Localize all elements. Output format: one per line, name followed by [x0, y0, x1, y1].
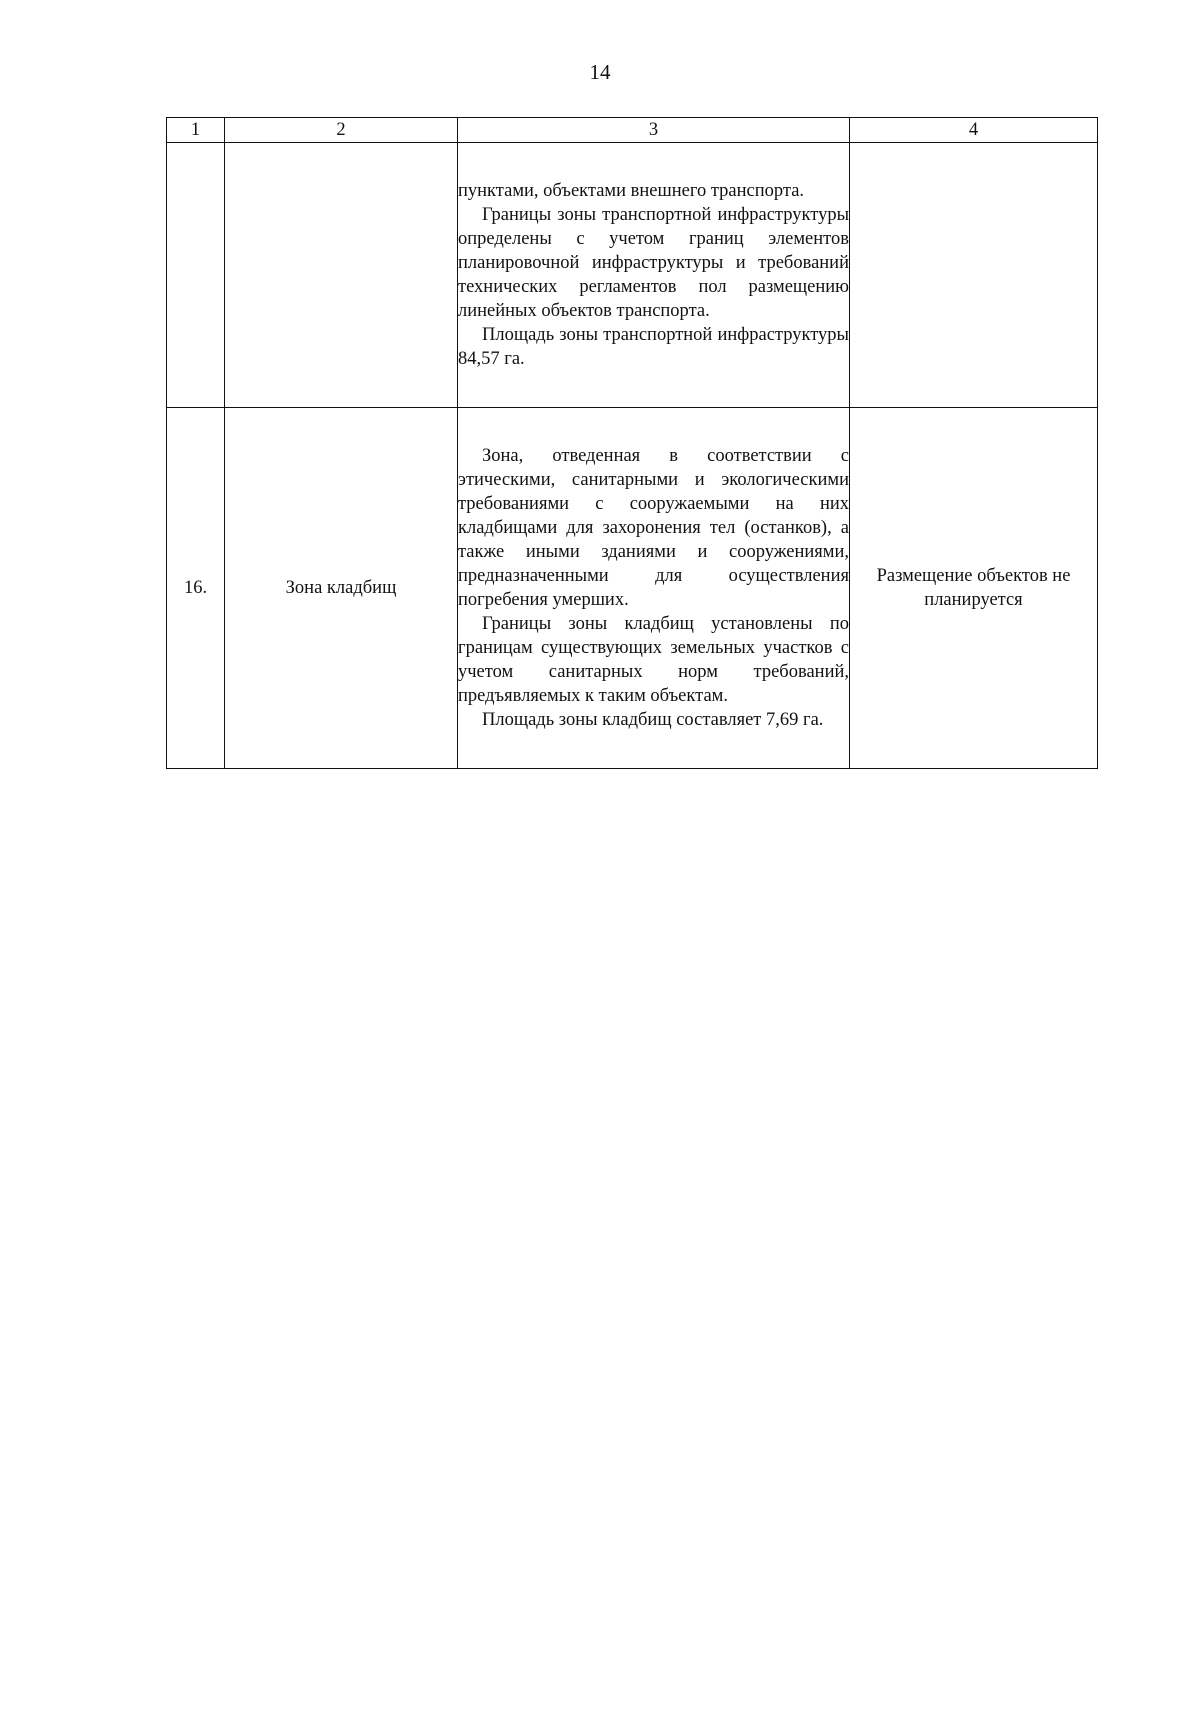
zone-note-cell — [850, 143, 1098, 408]
zone-note-cell: Размещение объектов не планируется — [850, 408, 1098, 769]
description-paragraph: Границы зоны транспортной инфраструктуры определены с учетом границ элементов планировочной инфраструктуры и требований технических регламентов пол размещению линейных объектов транспорта. — [458, 205, 849, 321]
table-row-transport-continued — [167, 143, 1098, 408]
zone-name-cell — [225, 143, 458, 408]
column-header-3: 3 — [458, 118, 850, 143]
column-header-1: 1 — [167, 118, 225, 143]
zone-name-cell: Зона кладбищ — [225, 408, 458, 769]
column-header-2: 2 — [225, 118, 458, 143]
row-number-cell: 16. — [167, 408, 225, 769]
description-paragraph: Площадь зоны кладбищ составляет 7,69 га. — [482, 710, 824, 730]
zoning-table — [166, 117, 1098, 769]
description-paragraph: Площадь зоны транспортной инфраструктуры 84,57 га. — [458, 325, 849, 369]
table-row-cemetery-zone — [167, 408, 1098, 769]
table-header-row — [167, 118, 1098, 143]
description-paragraph: пунктами, объектами внешнего транспорта. — [458, 181, 805, 201]
column-header-4: 4 — [850, 118, 1098, 143]
row-number-cell — [167, 143, 225, 408]
page-number: 14 — [589, 60, 611, 84]
zone-description-cell — [458, 143, 850, 408]
description-paragraph: Границы зоны кладбищ установлены по границам существующих земельных участков с учетом санитарных норм требований, предъявляемых к таким объектам. — [458, 614, 849, 706]
zone-description-cell — [458, 408, 850, 769]
description-paragraph: Зона, отведенная в соответствии с этическими, санитарными и экологическими требованиями с сооружаемыми на них кладбищами для захоронения тел (останков), а также иными зданиями и сооружениями, предназначенными для осуществления погребения умерших. — [458, 446, 849, 610]
